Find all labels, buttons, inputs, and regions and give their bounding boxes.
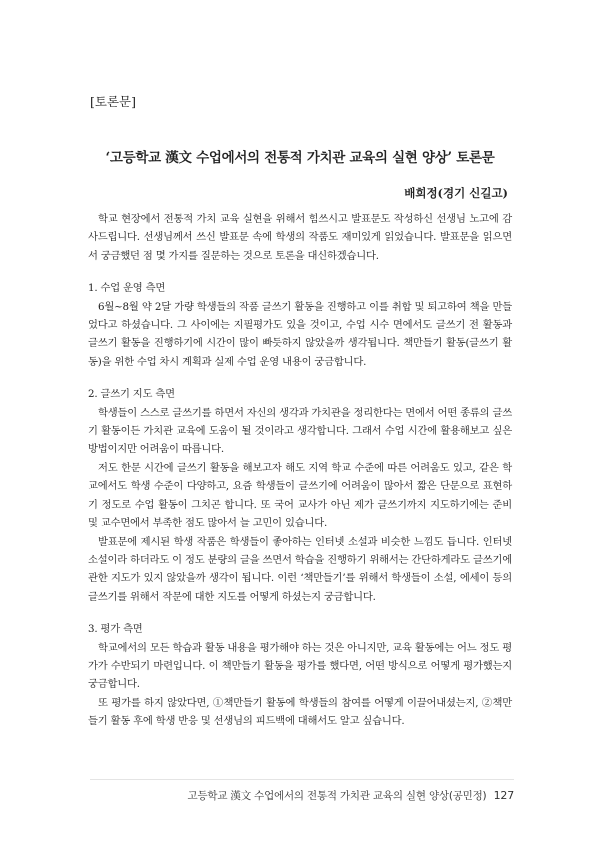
section-heading: 1. 수업 운영 측면 <box>88 282 166 295</box>
section-writing-guidance <box>88 385 512 606</box>
footer-divider <box>90 779 514 780</box>
running-title: 고등학교 漢文 수업에서의 전통적 가치관 교육의 실현 양상(공민정) <box>187 790 487 802</box>
paragraph: 발표문에 제시된 학생 작품은 학생들이 좋아하는 인터넷 소설과 비슷한 느낌도 듭니다. 인터넷 소설이라 하더라도 이 정도 분량의 글을 쓰면서 학습을 진행하기 위해서는 간단하게라도 글쓰기에 관한 지도가 있지 않았을까 생각이 됩니다. 이런 ‘책만들기’를 위해서 학생들이 소설, 에세이 등의 글쓰기를 위해서 작문에 대한 지도를 어떻게 하셨는지 궁금합니다. <box>88 535 512 603</box>
author-line: 배희정(경기 신길고) <box>404 186 508 200</box>
section-heading: 2. 글쓰기 지도 측면 <box>88 388 175 401</box>
section-operation <box>88 279 512 371</box>
page-footer <box>188 788 514 803</box>
document-body <box>88 210 512 731</box>
page-number: 127 <box>493 789 514 802</box>
intro-paragraph: 학교 현장에서 전통적 가치 교육 실현을 위해서 힘쓰시고 발표문도 작성하신 선생님 노고에 감사드립니다. 선생님께서 쓰신 발표문 속에 학생의 작품도 재미있게 읽었습니다. 발표문을 읽으면서 궁금했던 점 몇 가지를 질문하는 것으로 토론을 대신하겠습니다. <box>88 213 512 262</box>
paragraph: 6월~8월 약 2달 가량 학생들의 작품 글쓰기 활동을 진행하고 이를 취합 및 퇴고하여 책을 만들었다고 하셨습니다. 그 사이에는 지필평가도 있을 것이고, 수업 시수 면에서도 글쓰기 전 활동과 글쓰기 활동을 진행하기에 시간이 많이 빠듯하지 않았을까 생각됩니다. 책만들기 활동(글쓰기 활동)을 위한 수업 차시 계획과 실제 수업 운영 내용이 궁금합니다. <box>88 300 512 368</box>
paragraph: 저도 한문 시간에 글쓰기 활동을 해보고자 해도 지역 학교 수준에 따른 어려움도 있고, 같은 학교에서도 학생 수준이 다양하고, 요즘 학생들이 글쓰기에 어려움이 많아서 짧은 단문으로 표현하기 정도로 수업 활동이 그치곤 합니다. 또 국어 교사가 아닌 제가 글쓰기까지 지도하기에는 준비 및 교수면에서 부족한 점도 많아서 늘 고민이 있습니다. <box>88 461 512 530</box>
paragraph: 학교에서의 모든 학습과 활동 내용을 평가해야 하는 것은 아니지만, 교육 활동에는 어느 정도 평가가 수반되기 마련입니다. 이 책만들기 활동을 평가를 했다면, 어떤 방식으로 어떻게 평가했는지 궁금합니다. <box>88 641 512 691</box>
section-tag: [토론문] <box>90 94 136 109</box>
section-evaluation <box>88 620 512 730</box>
section-heading: 3. 평가 측면 <box>88 623 143 636</box>
paragraph: 학생들이 스스로 글쓰기를 하면서 자신의 생각과 가치관을 정리한다는 면에서 어떤 종류의 글쓰기 활동이든 가치관 교육에 도움이 될 것이라고 생각합니다. 그래서 수업 시간에 활용해보고 싶은 방법이지만 어려움이 따릅니다. <box>88 406 512 456</box>
page-title: ‘고등학교 漢文 수업에서의 전통적 가치관 교육의 실현 양상’ 토론문 <box>105 150 495 166</box>
paragraph: 또 평가를 하지 않았다면, ①책만들기 활동에 학생들의 참여를 어떻게 이끌어내셨는지, ②책만들기 활동 후에 학생 반응 및 선생님의 피드백에 대해서도 알고 싶습니다. <box>88 696 512 728</box>
